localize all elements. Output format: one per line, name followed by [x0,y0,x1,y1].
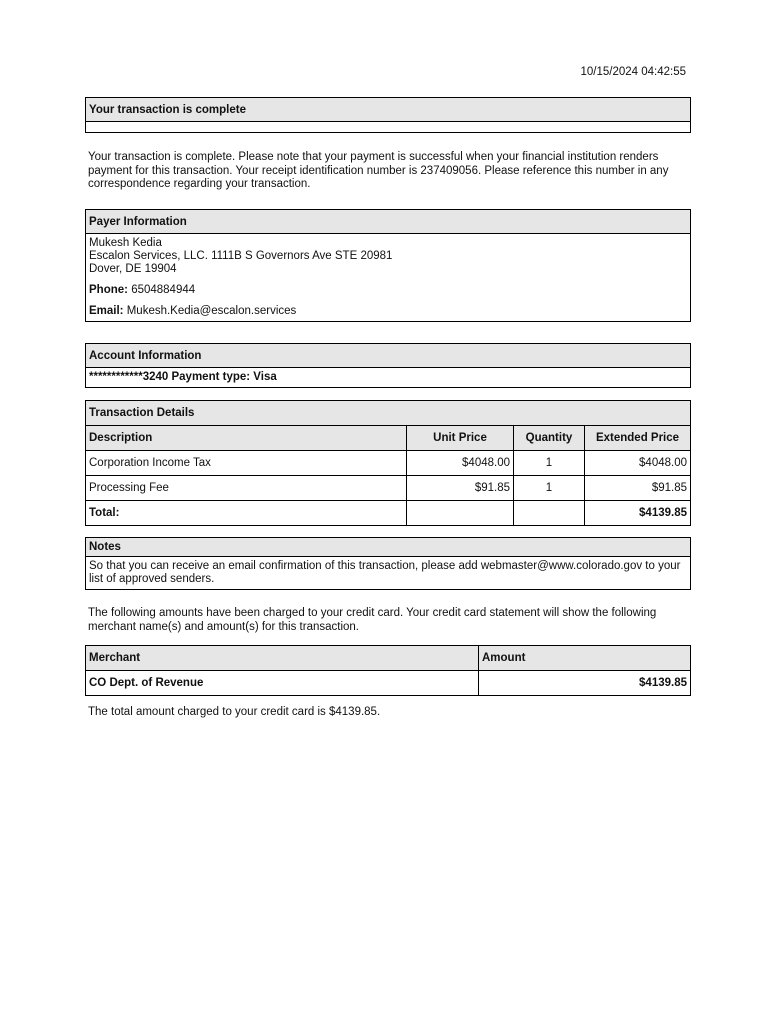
intro-text: Your transaction is complete. Please note that your payment is successful when your financial institution renders payment for this transaction. Your receipt identification number is 237409056. Please reference this number in any correspondence regarding your transaction. [88,151,669,190]
header-amount: Amount [479,646,691,671]
row-description: Processing Fee [86,476,407,501]
header-extended-price: Extended Price [585,426,691,451]
payer-address-line1: Escalon Services, LLC. 1111B S Governors Ave STE 20981 [89,250,393,262]
timestamp: 10/15/2024 04:42:55 [580,66,686,78]
merchant-table [85,645,691,696]
total-label: Total: [86,501,407,526]
payer-email [89,305,687,318]
row-quantity: 1 [514,451,585,476]
payer-information-title: Payer Information [86,210,690,234]
notes-text: So that you can receive an email confirmation of this transaction, please add webmaster@www.colorado.gov to your list of approved senders. [89,560,681,585]
row-unit-price: $4048.00 [407,451,514,476]
table-row [86,476,691,501]
header-unit-price: Unit Price [407,426,514,451]
phone-label: Phone: [89,284,128,296]
header-description: Description [86,426,407,451]
merchant-header-row [86,646,691,671]
payer-name: Mukesh Kedia [89,237,162,249]
transaction-details-box [85,400,691,526]
payer-phone [89,284,687,297]
notes-box [85,537,691,590]
table-row [86,451,691,476]
notes-title: Notes [86,538,690,557]
account-information-box [85,343,691,388]
row-quantity: 1 [514,476,585,501]
status-empty-row [86,122,690,132]
row-description: Corporation Income Tax [86,451,407,476]
header-merchant: Merchant [86,646,479,671]
merchant-box [85,645,691,696]
transaction-table [85,425,691,526]
transaction-details-title: Transaction Details [86,401,690,425]
payer-information-box [85,209,691,322]
phone-value: 6504884944 [131,284,196,296]
final-text: The total amount charged to your credit card is $4139.85. [88,706,381,718]
payer-address-line2: Dover, DE 19904 [89,263,177,275]
email-label: Email: [89,305,124,317]
total-value: $4139.85 [585,501,691,526]
merchant-name: CO Dept. of Revenue [86,671,479,696]
transaction-header-row [86,426,691,451]
total-empty-cell [514,501,585,526]
account-information-title: Account Information [86,344,690,368]
row-extended-price: $4048.00 [585,451,691,476]
merchant-amount: $4139.85 [479,671,691,696]
status-box [85,97,691,133]
total-row [86,501,691,526]
account-summary: ************3240 Payment type: Visa [89,371,277,383]
table-row [86,671,691,696]
charged-text: The following amounts have been charged to your credit card. Your credit card statement will show the following merchant name(s) and amount(s) for this transaction. [88,607,657,633]
row-extended-price: $91.85 [585,476,691,501]
row-unit-price: $91.85 [407,476,514,501]
total-empty-cell [407,501,514,526]
header-quantity: Quantity [514,426,585,451]
email-value: Mukesh.Kedia@escalon.services [126,305,297,317]
status-title: Your transaction is complete [86,98,690,122]
